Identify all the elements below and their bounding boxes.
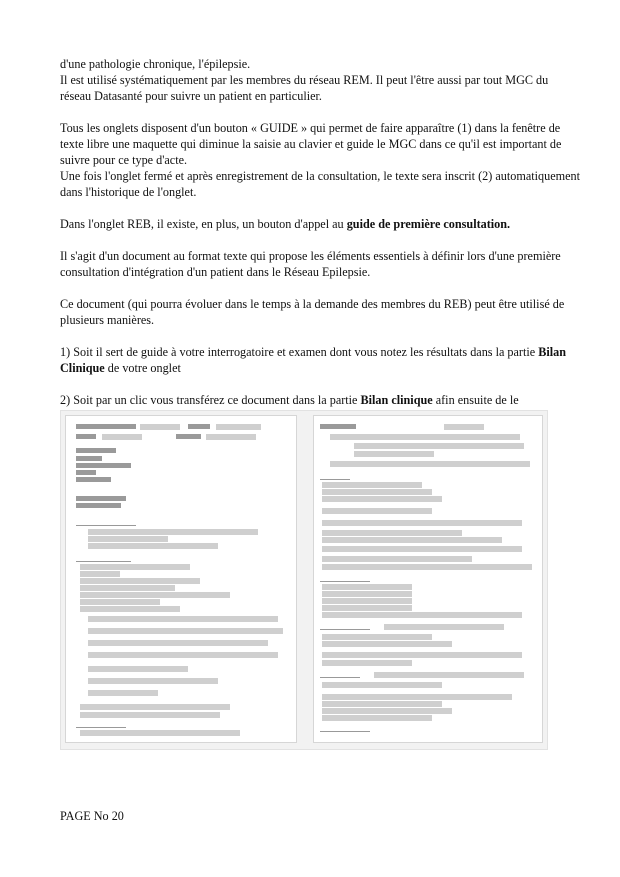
paragraph-8 [60, 344, 580, 376]
scanned-page-left [65, 415, 297, 743]
paragraph-7: Ce document (qui pourra évoluer dans le temps à la demande des membres du REB) peut être utilisé de plusieurs manières. [60, 297, 565, 327]
paragraph-8-text: 1) Soit il sert de guide à votre interrogatoire et examen dont vous notez les résultats dans la partie [60, 345, 539, 359]
paragraph-6: Il s'agit d'un document au format texte qui propose les éléments essentiels à définir lors d'une première consultation d'intégration d'un patient dans le Réseau Epilepsie. [60, 249, 561, 279]
paragraph-5 [60, 216, 580, 232]
paragraph-1: d'une pathologie chronique, l'épilepsie. [60, 57, 251, 71]
page-number: PAGE No 20 [60, 809, 124, 823]
document-body [60, 56, 580, 440]
guide-first-consultation-label: guide de première consultation. [346, 217, 511, 231]
paragraph-4: Une fois l'onglet fermé et après enregistrement de la consultation, le texte sera inscrit (2) automatiquement dans l'historique de l'onglet. [60, 169, 580, 199]
paragraph-2: Il est utilisé systématiquement par les membres du réseau REM. Il peut l'être aussi par tout MGC du réseau Datasanté pour suivre un patient en particulier. [60, 73, 549, 103]
scanned-form-image [60, 410, 548, 750]
paragraph-8-end: de votre onglet [104, 361, 181, 375]
bilan-clinique-label-2: Bilan clinique [360, 393, 433, 407]
paragraph-9-text: 2) Soit par un clic vous transférez ce document dans la partie [60, 393, 361, 407]
paragraph-3: Tous les onglets disposent d'un bouton « GUIDE » qui permet de faire apparaître (1) dans la fenêtre de texte libre une maquette qui diminue la saisie au clavier et guide le MGC dans ce qu'il est important de suivre pour ce type d'acte. [60, 121, 562, 167]
scanned-page-right [313, 415, 543, 743]
paragraph-9-end: afin ensuite de le [435, 393, 519, 407]
bilan-clinique-label-1: Bilan Clinique [60, 345, 566, 375]
paragraph-5-text: Dans l'onglet REB, il existe, en plus, un bouton d'appel au [60, 217, 347, 231]
